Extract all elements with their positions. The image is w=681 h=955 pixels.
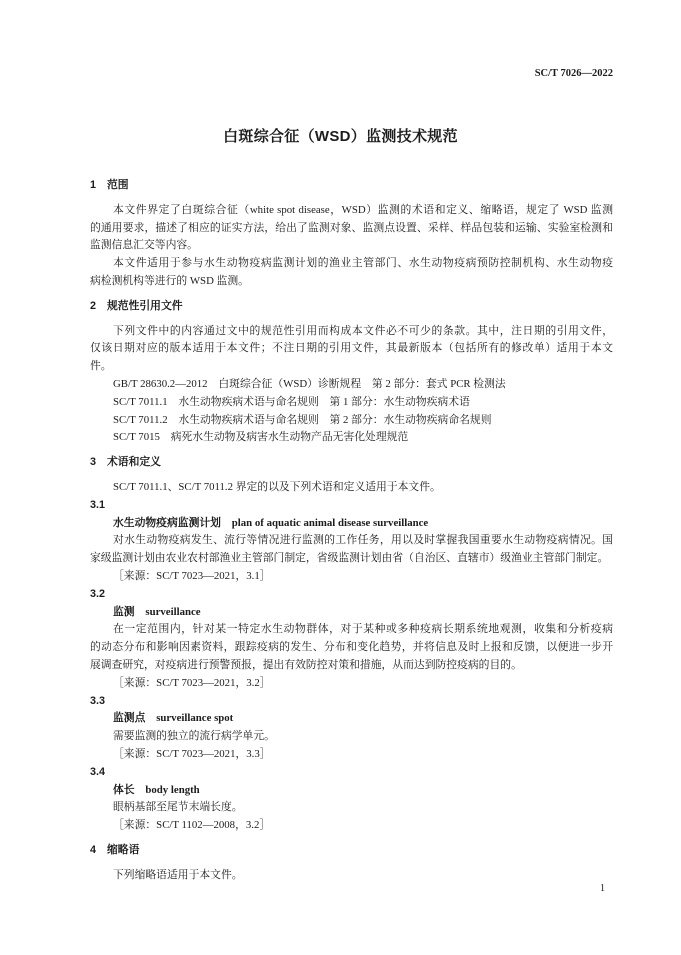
section-number: 4 [90, 843, 97, 856]
paragraph-line: 仅该日期对应的版本适用于本文件；不注日期的引用文件，其最新版本（包括所有的修改单）适用于本文 [90, 342, 613, 355]
term-chinese: 体长 [113, 783, 135, 796]
term-source: ［来源：SC/T 7023—2021，3.2］ [113, 676, 271, 689]
paragraph-line: 本文件界定了白斑综合征（white spot disease，WSD）监测的术语和定义、缩略语，规定了 WSD 监测 [113, 203, 613, 216]
term-source: ［来源：SC/T 7023—2021，3.1］ [113, 569, 271, 582]
term-entry [90, 604, 613, 622]
paragraph-line: 下列文件中的内容通过文中的规范性引用而构成本文件必不可少的条款。其中，注日期的引用文件， [113, 324, 613, 337]
reference-title: 水生动物疾病术语与命名规则 第 2 部分：水生动物疾病命名规则 [178, 413, 492, 426]
reference-item [90, 429, 613, 447]
term-english: plan of aquatic animal disease surveillance [231, 516, 429, 529]
paragraph-line: 的通用要求，描述了相应的证实方法，给出了监测对象、监测点设置、采样、样品包装和运输、实验室检测和 [90, 221, 613, 234]
term-source: ［来源：SC/T 1102—2008，3.2］ [113, 819, 271, 832]
term-number: 3.4 [90, 765, 106, 778]
term-entry [90, 710, 613, 728]
term-number: 3.3 [90, 694, 106, 707]
section-number: 2 [90, 299, 97, 312]
term-number: 3.1 [90, 498, 106, 511]
definition-line: 的动态分布和影响因素资料，跟踪疫病的发生、分布和变化趋势，并将信息及时上报和反馈，以便进一步开 [90, 641, 613, 654]
page-title: 白斑综合征（WSD）监测技术规范 [223, 128, 458, 145]
term-chinese: 水生动物疫病监测计划 [113, 516, 221, 529]
definition-line: 眼柄基部至尾节末端长度。 [113, 801, 243, 814]
reference-title: 白斑综合征（WSD）诊断规程 第 2 部分：套式 PCR 检测法 [218, 377, 506, 390]
section-title: 范围 [107, 179, 129, 191]
section-heading-terms [90, 454, 613, 472]
term-entry [90, 515, 613, 533]
paragraph-line: 件。 [90, 360, 112, 373]
definition-line: 需要监测的独立的流行病学单元。 [113, 730, 275, 743]
reference-code: GB/T 28630.2—2012 [113, 377, 208, 390]
section-title: 术语和定义 [107, 456, 161, 469]
definition-line: 展调查研究，对疫病进行预警预报，提出有效防控对策和措施，从而达到防控疫病的目的。 [90, 658, 522, 671]
section-title: 缩略语 [107, 843, 140, 856]
reference-item [90, 376, 613, 394]
paragraph-line: 监测信息汇交等内容。 [90, 239, 198, 252]
section-heading-references [90, 298, 613, 316]
term-entry [90, 782, 613, 800]
reference-code: SC/T 7011.1 [113, 395, 168, 408]
term-english: surveillance spot [156, 712, 234, 725]
document-body [90, 177, 613, 884]
page-number: 1 [600, 883, 605, 894]
term-number: 3.2 [90, 587, 106, 600]
paragraph-line: 下列缩略语适用于本文件。 [113, 868, 243, 881]
reference-title: 病死水生动物及病害水生动物产品无害化处理规范 [170, 431, 409, 444]
paragraph-line: 病检测机构等进行的 WSD 监测。 [90, 274, 249, 287]
term-source: ［来源：SC/T 7023—2021，3.3］ [113, 747, 271, 760]
definition-line: 家级监测计划由农业农村部渔业主管部门制定，省级监测计划由省（自治区、直辖市）级渔业主管部门制定。 [90, 552, 609, 565]
term-english: body length [145, 783, 200, 796]
section-number: 3 [90, 456, 97, 469]
reference-code: SC/T 7011.2 [113, 413, 168, 426]
paragraph-line: 本文件适用于参与水生动物疫病监测计划的渔业主管部门、水生动物疫病预防控制机构、水生动物疫 [113, 257, 613, 270]
section-title: 规范性引用文件 [107, 299, 183, 312]
section-heading-abbreviations [90, 842, 613, 860]
definition-line: 在一定范围内，针对某一特定水生动物群体，对于某种或多种疫病长期系统地观测，收集和分析疫病 [113, 623, 613, 636]
reference-item [90, 412, 613, 430]
section-number: 1 [90, 179, 97, 191]
section-heading-scope [90, 177, 613, 195]
term-chinese: 监测 [113, 605, 135, 618]
reference-title: 水生动物疾病术语与命名规则 第 1 部分：水生动物疾病术语 [178, 395, 470, 408]
reference-item [90, 394, 613, 412]
definition-line: 对水生动物疫病发生、流行等情况进行监测的工作任务，用以及时掌握我国重要水生动物疫病情况。国 [113, 534, 613, 547]
paragraph-line: SC/T 7011.1、SC/T 7011.2 界定的以及下列术语和定义适用于本文件。 [113, 480, 441, 493]
term-english: surveillance [145, 605, 201, 618]
term-chinese: 监测点 [113, 712, 146, 725]
reference-code: SC/T 7015 [113, 431, 160, 444]
standard-code: SC/T 7026—2022 [534, 68, 613, 79]
